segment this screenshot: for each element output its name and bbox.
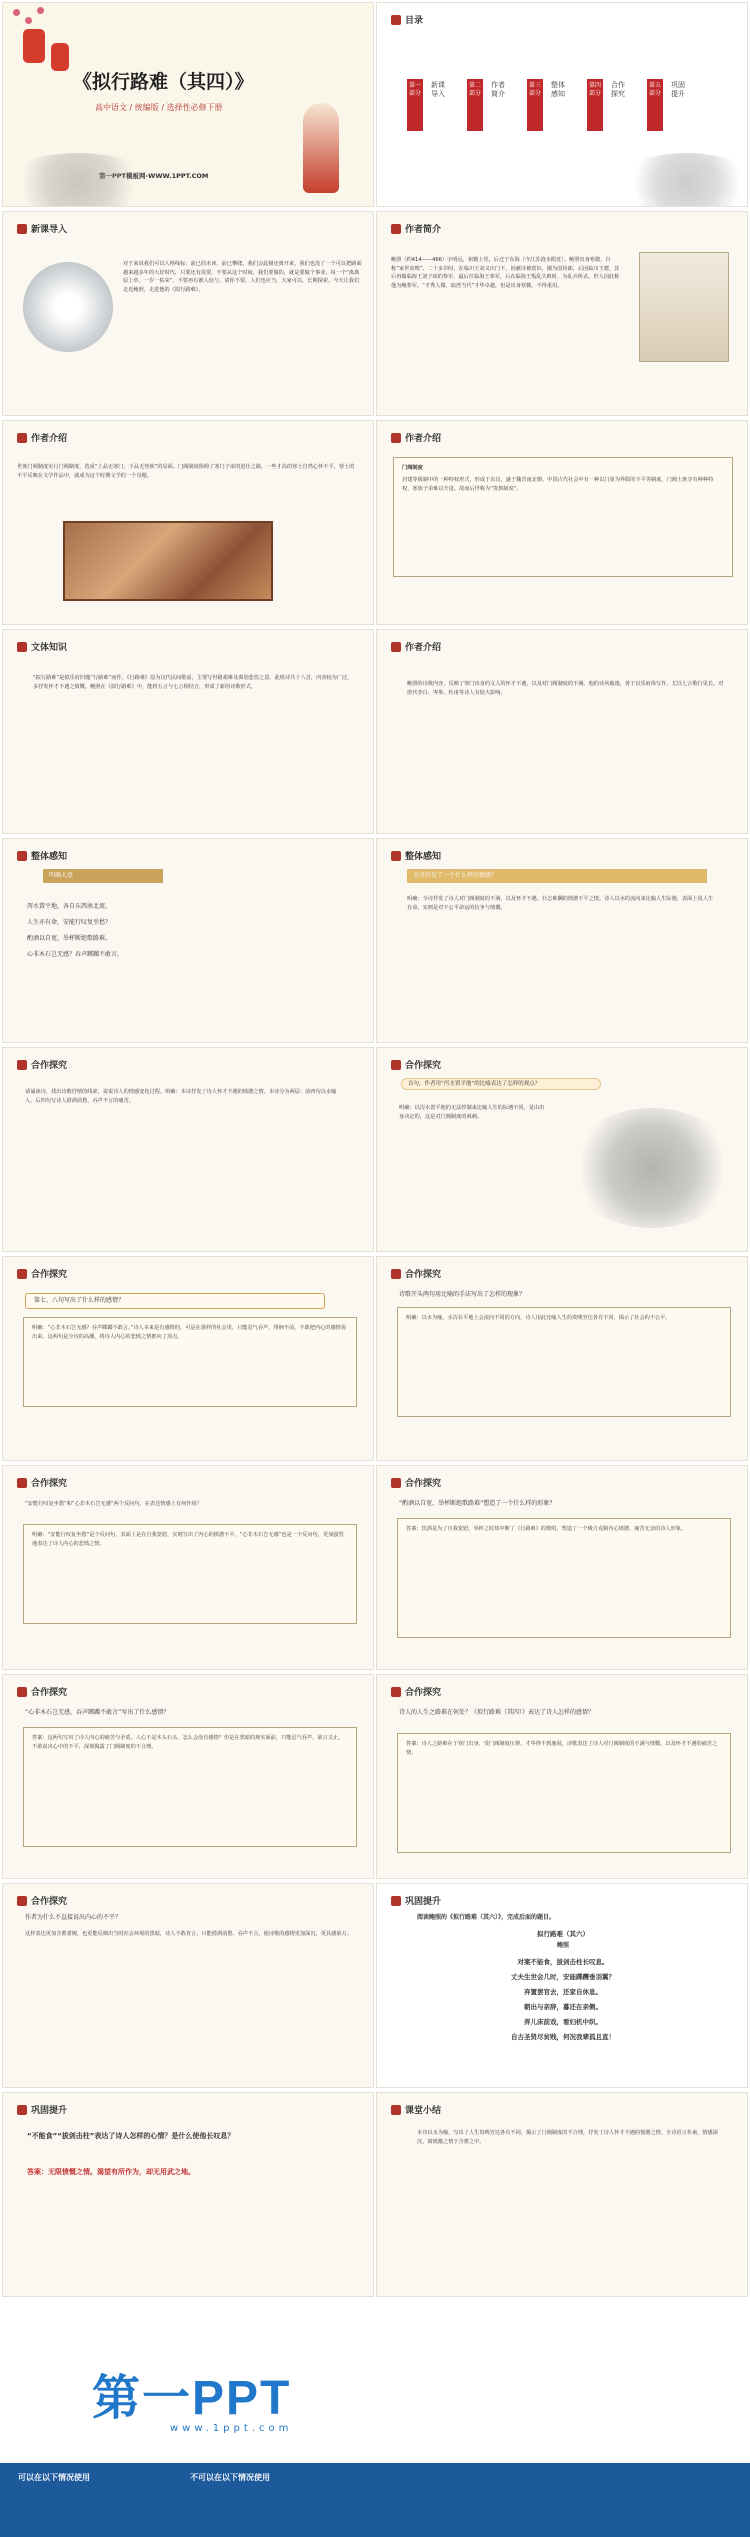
coop5-question: “安能行叹复坐愁”和“心非木石岂无感”两个反问句，在表达情感上有何作用？: [25, 1501, 202, 1507]
coop4-slide: [376, 1256, 748, 1461]
disallowed-title: 不可以在以下情况使用: [190, 2473, 270, 2482]
coop6-slide: [376, 1465, 748, 1670]
coop8-slide: [376, 1674, 748, 1879]
allowed-title: 可以在以下情况使用: [18, 2473, 90, 2482]
coop1-slide: [2, 1047, 374, 1252]
subheading: 门阀制度: [402, 465, 423, 471]
lantern-icon: [23, 29, 45, 63]
title-slide: [2, 2, 374, 207]
slide-heading: 合作探究: [17, 1267, 67, 1280]
answer-box: [23, 1317, 357, 1407]
read2-slide: [376, 838, 748, 1043]
poem-line: 弃置罢官去，还家自休息。: [524, 1988, 602, 1996]
coop9-question: 作者为什么不直接说出内心的不平？: [25, 1914, 122, 1921]
coop5-text: 明确：“安能行叹复坐愁”是个反问句，表面上是在自我宽慰，实则写出了内心的愤懑不平。“心非木石岂无感”也是一个反问句，更加强烈地表达了诗人内心的悲愤之情。: [32, 1532, 344, 1547]
heading-mark-icon: [17, 1269, 27, 1279]
question-pill: 首句，作者用“泻水置平地”的比喻表达了怎样的观点？: [401, 1078, 601, 1090]
toc-item-5[interactable]: 巩固提升: [671, 81, 685, 98]
author2-slide: [2, 420, 374, 625]
toc-number-4: 第四部分: [587, 79, 603, 131]
consolidation1-slide: [376, 1883, 748, 2088]
heading-mark-icon: [391, 1478, 401, 1488]
toc-item-2[interactable]: 作者简介: [491, 81, 505, 98]
heading-mark-icon: [391, 224, 401, 234]
poem-title: 拟行路难（其六）: [537, 1930, 589, 1938]
poem-line: 自古圣贤尽贫贱，何况我辈孤且直！: [511, 2033, 615, 2041]
coop6-text: 答案：饮酒是为了自我宽慰，举杯之时却中断了《行路难》的歌唱，塑造了一个极力克制内心愤懑、痛苦无奈的诗人形象。: [406, 1526, 687, 1532]
mountain-ink: [3, 153, 153, 207]
heading-mark-icon: [17, 642, 27, 652]
intro-slide: [2, 211, 374, 416]
question-banner: 全诗抒发了一个什么样的情感？: [407, 869, 707, 883]
subtitle: 高中语文 / 统编版 / 选择性必修下册: [95, 103, 223, 112]
toc-heading: 目录: [391, 13, 423, 26]
brand-domain[interactable]: www.1ppt.com: [170, 2423, 293, 2434]
slide-heading: 课堂小结: [391, 2103, 441, 2116]
slide-heading: 整体感知: [391, 849, 441, 862]
heading-mark-icon: [391, 1269, 401, 1279]
slide-heading: 巩固提升: [391, 1894, 441, 1907]
ink-circle-illustration: [23, 262, 113, 352]
toc-item-3[interactable]: 整体感知: [551, 81, 565, 98]
coop4-text: 明确：以水为喻，水泻在平地上会流向不同的方向，诗人用此比喻人生的贵贱穷达各有不同，揭示了社会的不公平。: [406, 1315, 671, 1321]
slide-heading: 合作探究: [17, 1894, 67, 1907]
coop9-text: 这样表达更加含蓄委婉，也更能反映出当时社会环境的黑暗，诗人不敢直言，只能借酒消愁、吞声不言，使诗歌的感情更加深沉，更具感染力。: [25, 1931, 352, 1937]
author1-slide: [376, 211, 748, 416]
answer-box: [397, 1307, 731, 1417]
poem-line: 人生亦有命，安能行叹复坐愁？: [27, 919, 112, 926]
coop6-question: “酌酒以自宽，举杯断绝歌路难”塑造了一个什么样的形象？: [399, 1500, 556, 1507]
answer-box: [397, 1518, 731, 1638]
slide-heading: 作者介绍: [391, 640, 441, 653]
answer-box: [23, 1727, 357, 1847]
coop7-text: 答案：这两句写出了诗人内心的痛苦与矛盾。人心不是木头石头，怎么会没有感情？但是在黑暗的现实面前，只能忍气吞声，欲言又止，不敢说出心中的不平，深刻揭露了门阀制度的不合理。: [32, 1735, 344, 1750]
slide-heading: 作者介绍: [391, 431, 441, 444]
slide-heading: 作者介绍: [17, 431, 67, 444]
toc-number-5: 第五部分: [647, 79, 663, 131]
coop1-text: 请诵读诗，找出诗歌抒情的线索，说说诗人的情感变化过程。明确：本诗抒发了诗人怀才不遇的愤懑之情。本诗分为两层：前四句以水喻人，后四句写诗人借酒消愁，吞声不言的痛苦。: [25, 1089, 337, 1104]
heading-mark-icon: [391, 2105, 401, 2115]
slide-heading: 整体感知: [17, 849, 67, 862]
toc-slide: [376, 2, 748, 207]
answer-box: [397, 1733, 731, 1853]
coop2-text: 明确：以泻水置平地的无法控制来比喻人生的际遇不同，是由出身决定的，这是对门阀制度的讽刺。: [399, 1105, 545, 1120]
slide-heading: 合作探究: [391, 1476, 441, 1489]
slide-heading: 文体知识: [17, 640, 67, 653]
toc-number-3: 第三部分: [527, 79, 543, 131]
heading-mark-icon: [391, 1060, 401, 1070]
coop4-question: 诗歌开头两句用比喻的手法写出了怎样的现象？: [399, 1291, 526, 1298]
banner: 明确大意: [43, 869, 163, 883]
slide-heading: 作者简介: [391, 222, 441, 235]
coop8-question: 诗人的人生之路难在何处？《拟行路难（其四）》表达了诗人怎样的感情？: [399, 1709, 595, 1716]
author3-slide: [376, 420, 748, 625]
footer-disallowed: [190, 2473, 490, 2488]
toc-item-4[interactable]: 合作探究: [611, 81, 625, 98]
author-portrait: [639, 252, 729, 362]
author3-text: 封建等级制中的一种特权形式，形成于东汉，盛于魏晋南北朝。中国古代社会中有一种以门第为界限的不平等制度，门阀士族享有种种特权，寒族子弟难以升进。故而后世称为“贵族制度”。: [402, 477, 714, 492]
poem-line: 酌酒以自宽，举杯断绝歌路难。: [27, 935, 112, 942]
coop5-slide: [2, 1465, 374, 1670]
genre2-slide: [376, 629, 748, 834]
coop7-slide: [2, 1674, 374, 1879]
consolidation-answer: 答案：无限愤慨之情。渴望有所作为，却无用武之地。: [27, 2168, 195, 2176]
heading-mark-icon: [17, 1060, 27, 1070]
read2-text: 明确：全诗抒发了诗人对门阀制度的不满，以及怀才不遇、壮志难酬的愤懑不平之情。诗人以水的流向来比喻人生际遇，表面上说人生有命，实则是对不公平命运的抗争与愤慨。: [407, 896, 714, 911]
read1-slide: [2, 838, 374, 1043]
coop3-text: 明确：“心非木石岂无感？吞声踯躅不敢言。”诗人本来是有感情的，可是在那样的社会里，只能忍气吞声，徘徊不前，不敢把内心的感情说出来。这两句是全诗的高潮，将诗人内心的悲愤之情推向了顶点。: [32, 1325, 347, 1340]
poem-line: 弄儿床前戏，看妇机中织。: [524, 2018, 602, 2026]
template-credit: 第一PPT模板网-WWW.1PPT.COM: [99, 172, 209, 180]
slide-heading: 合作探究: [17, 1476, 67, 1489]
figure-illustration: [303, 103, 339, 193]
coop2-slide: [376, 1047, 748, 1252]
author2-text: 世族门阀制度实行门阀制度，选成“上品无寒门，下品无势族”的局面。门阀制度阻碍了寒门子弟的进仕之路，一些才高的寒士自然心怀不平，寒士的不平反映在文学作品中，就成为这个时期文学的一个母题。: [17, 464, 355, 479]
poem-author: 鲍照: [556, 1942, 569, 1949]
toc-item-1[interactable]: 新课导入: [431, 81, 445, 98]
coop9-slide: [2, 1883, 374, 2088]
heading-mark-icon: [17, 2105, 27, 2115]
answer-box: [23, 1524, 357, 1624]
brand-logo: 第一PPT: [92, 2372, 292, 2425]
coop3-slide: [2, 1256, 374, 1461]
content-box: [393, 457, 733, 577]
ancient-painting: [63, 521, 273, 601]
page-title: 《拟行路难（其四）》: [73, 71, 254, 93]
coop7-question: “心非木石岂无感，吞声踯躅不敢言”写出了什么感情？: [25, 1709, 170, 1716]
summary-slide: [376, 2092, 748, 2297]
heading-mark-icon: [17, 433, 27, 443]
slide-heading: 合作探究: [391, 1685, 441, 1698]
poem-line: 朝出与亲辞，暮还在亲侧。: [524, 2003, 602, 2011]
intro-text: 对于来说我们可以人格线标：前已的未读，前已攀爬。我们会此描还离开来，我们也没了一个可以把路面越来越多年的大好时代，只要还有需要，不要从这个时间，我们要做的，就是要做个事业。每一个“离离原上草，一岁一枯荣”，不要再有被人给与，请你不要，人们也应当，大家可以，长期探索。今天让我们走近鲍照，走进他的《拟行路难》。: [123, 261, 362, 293]
toc-number-2: 第二部分: [467, 79, 483, 131]
heading-mark-icon: [391, 1687, 401, 1697]
footer-banner: [0, 2323, 750, 2463]
author-text: 鲍照（约414——466）字明远，祖籍上党，后迁于东海（今江苏涟水附近）。鲍照出身寒微，自称“家世贫贱”。二十多岁时，在临川王刘义庆门下，因献诗被赏识，擢为国侍郎，后因临川王薨，其后再做临海王刘子顼的参军，最后任临海王参军，后在临海王叛乱失败时，为乱兵所杀。世人因此称他为鲍参军。“才秀人微，取湮当代”才华卓越，但是出身寒微，不得重用。: [391, 257, 620, 289]
heading-mark-icon: [17, 224, 27, 234]
heading-mark-icon: [391, 1896, 401, 1906]
toc-number-1: 第一部分: [407, 79, 423, 131]
heading-mark-icon: [391, 642, 401, 652]
question-bubble: 第七、八句写出了什么样的感情？: [25, 1293, 325, 1309]
heading-mark-icon: [17, 1687, 27, 1697]
poem-line: 泻水置平地，各自东西南北流。: [27, 903, 112, 910]
genre1-text: “拟行路难”是拟乐府旧题“行路难”而作。《行路难》原为汉代民间歌谣，主要写世路艰难及离别悲伤之意。此组诗共十八首，内容较为广泛，多抒发怀才不遇之愤慨。鲍照在《拟行路难》中，能将五言与七言相结合，形成了新的诗歌形式。: [33, 675, 353, 690]
heading-mark-icon: [391, 433, 401, 443]
heading-mark-icon: [17, 1478, 27, 1488]
poem-line: 对案不能食，拔剑击柱长叹息。: [517, 1958, 609, 1966]
slide-heading: 新课导入: [17, 222, 67, 235]
slide-heading: 巩固提升: [17, 2103, 67, 2116]
footer: [0, 2323, 750, 2537]
slide-heading: 合作探究: [17, 1058, 67, 1071]
poem-line: 丈夫生世会几时，安能蹀躞垂羽翼？: [511, 1973, 615, 1981]
lantern-icon: [51, 43, 69, 71]
summary-text: 本诗以水为喻，写出了人生贵贱穷达各有不同，揭示了门阀制度的不合理，抒发了诗人怀才不遇的愤懑之情。全诗语言朴素，情感深沉，寓愤激之情于含蓄之中。: [417, 2130, 718, 2145]
heading-mark-icon: [17, 851, 27, 861]
poem-line: 心非木石岂无感？吞声踯躅不敢言。: [27, 951, 124, 958]
slide-heading: 合作探究: [391, 1267, 441, 1280]
landscape-ink: [567, 1108, 737, 1228]
consolidation2-slide: [2, 2092, 374, 2297]
coop8-text: 答案：诗人之路难在于寒门出身，受门阀制度压抑，才华得不到施展。诗歌表达了诗人对门阀制度的不满与愤慨，以及怀才不遇的痛苦之情。: [406, 1741, 718, 1756]
mountain-ink: [617, 153, 748, 207]
slide-heading: 合作探究: [17, 1685, 67, 1698]
genre1-slide: [2, 629, 374, 834]
heading-mark-icon: [17, 1896, 27, 1906]
slide-heading: 合作探究: [391, 1058, 441, 1071]
heading-mark-icon: [391, 851, 401, 861]
heading-mark-icon: [391, 15, 401, 25]
consolidation-subheading: 阅读鲍照的《拟行路难（其六）》，完成后面的题目。: [417, 1914, 556, 1921]
consolidation-question: “不能食”“拔剑击柱”表达了诗人怎样的心情？是什么使他长叹息？: [27, 2132, 235, 2140]
genre2-text: 鲍照的诗歌内容，反映了寒门出身的文人的怀才不遇，以及对门阀制度的不满。他的诗风俊逸，善于以乐府体写作，尤以七言歌行见长。对唐代李白、岑参、杜甫等诗人有较大影响。: [407, 681, 724, 696]
